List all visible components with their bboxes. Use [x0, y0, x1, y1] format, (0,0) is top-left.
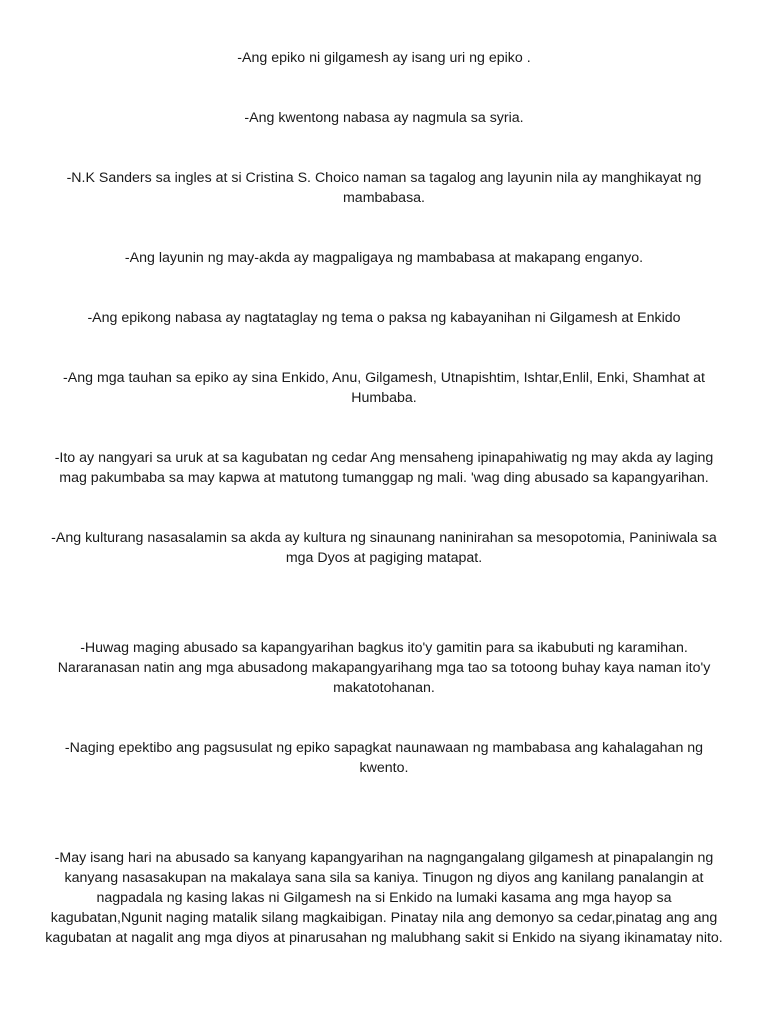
paragraph-author-purpose: -Ang layunin ng may-akda ay magpaligaya ng mambabasa at makapang enganyo. — [124, 250, 644, 266]
paragraph-lesson: -Huwag maging abusado sa kapangyarihan bagkus ito'y gamitin para sa ikabubuti ng karamihan. Nararanasan natin ang mga abusadong makapangyarihang mga tao sa totoong buhay kaya naman ito'y makatotohanan. — [57, 640, 711, 696]
paragraph-characters: -Ang mga tauhan sa epiko ay sina Enkido, Anu, Gilgamesh, Utnapishtim, Ishtar,Enlil, Enki, Shamhat at Humbaba. — [63, 370, 705, 406]
paragraph-setting-message: -Ito ay nangyari sa uruk at sa kagubatan ng cedar Ang mensaheng ipinapahiwatig ng may akda ay laging mag pakumbaba sa may kapwa at matutong tumanggap ng mali. 'wag ding abusado sa kapangyarihan. — [54, 450, 714, 486]
paragraph-theme: -Ang epikong nabasa ay nagtataglay ng tema o paksa ng kabayanihan ni Gilgamesh at Enkido — [87, 310, 681, 326]
paragraph-summary: -May isang hari na abusado sa kanyang kapangyarihan na nagngangalang gilgamesh at pinapalangin ng kanyang nasasakupan na makalaya sana sila sa kaniya. Tinugon ng diyos ang kanilang panalangin at nagpadala ng kasing lakas ni Gilgamesh na si Enkido na lumaki kasama ang mga hayop sa kagubatan,Ngunit naging matalik silang magkaibigan. Pinatay nila ang demonyo sa cedar,pinatag ang ang kagubatan at nagalit ang mga diyos at pinarusahan ng malubhang sakit si Enkido na siyang ikinamatay nito. — [45, 850, 723, 946]
paragraph-epic-type: -Ang epiko ni gilgamesh ay isang uri ng epiko . — [237, 50, 531, 66]
paragraph-culture: -Ang kulturang nasasalamin sa akda ay kultura ng sinaunang naninirahan sa mesopotomia, Paniniwala sa mga Dyos at pagiging matapat. — [51, 530, 717, 566]
paragraph-effectiveness: -Naging epektibo ang pagsusulat ng epiko sapagkat naunawaan ng mambabasa ang kahalagahan ng kwento. — [64, 740, 704, 776]
paragraph-translators: -N.K Sanders sa ingles at si Cristina S. Choico naman sa tagalog ang layunin nila ay manghikayat ng mambabasa. — [66, 170, 702, 206]
paragraph-origin: -Ang kwentong nabasa ay nagmula sa syria. — [244, 110, 524, 126]
